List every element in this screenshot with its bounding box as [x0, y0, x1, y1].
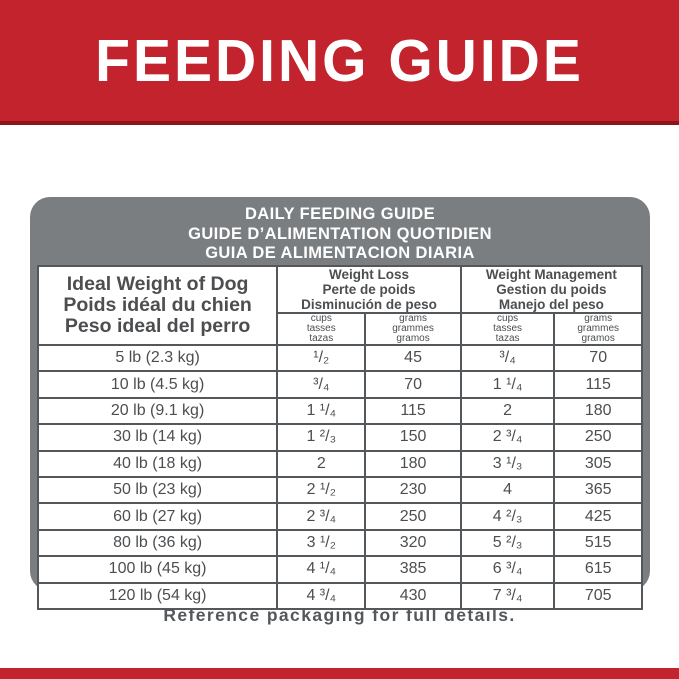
weight-loss-cups: 1 ¹/₄	[277, 398, 365, 424]
dog-weight: 100 lb (45 kg)	[38, 556, 277, 582]
weight-loss-grams: 385	[365, 556, 460, 582]
weight-management-header	[461, 266, 642, 313]
weight-management-grams: 615	[554, 556, 642, 582]
grams-label-fr: grammes	[392, 323, 434, 334]
grams-label-es: gramos	[396, 333, 430, 344]
weight-loss-grams: 45	[365, 345, 460, 371]
cups-label-fr: tasses	[306, 323, 336, 334]
weight-management-cups: 2	[461, 398, 555, 424]
weight-management-cups-header	[461, 313, 555, 345]
ideal-weight-header-fr: Poids idéal du chien	[63, 294, 252, 316]
weight-management-grams: 115	[554, 371, 642, 397]
weight-loss-cups: 2	[277, 451, 365, 477]
weight-loss-grams: 250	[365, 503, 460, 529]
table-row	[38, 398, 642, 424]
weight-management-grams: 180	[554, 398, 642, 424]
weight-loss-cups: 1 ²/₃	[277, 424, 365, 450]
grams-label-en: grams	[399, 313, 427, 324]
weight-loss-grams: 230	[365, 477, 460, 503]
weight-loss-header-es: Disminución de peso	[301, 297, 437, 312]
dog-weight: 10 lb (4.5 kg)	[38, 371, 277, 397]
grams-label-fr: grammes	[577, 323, 620, 334]
weight-management-cups: 7 ³/₄	[461, 583, 555, 609]
weight-management-grams: 250	[554, 424, 642, 450]
daily-feeding-panel	[30, 197, 650, 604]
weight-loss-grams: 320	[365, 530, 460, 556]
dog-weight: 120 lb (54 kg)	[38, 583, 277, 609]
weight-loss-cups: 4 ¹/₄	[277, 556, 365, 582]
table-row	[38, 371, 642, 397]
feeding-table	[37, 265, 643, 610]
weight-management-cups: 2 ³/₄	[461, 424, 555, 450]
weight-management-grams: 365	[554, 477, 642, 503]
table-row	[38, 424, 642, 450]
weight-management-grams: 305	[554, 451, 642, 477]
table-row	[38, 345, 642, 371]
weight-loss-grams: 115	[365, 398, 460, 424]
table-row	[38, 530, 642, 556]
dog-weight: 40 lb (18 kg)	[38, 451, 277, 477]
panel-title-es: GUIA DE ALIMENTACION DIARIA	[205, 244, 475, 262]
weight-management-cups: 4 ²/₃	[461, 503, 555, 529]
weight-management-cups: 4	[461, 477, 555, 503]
cups-label-es: tazas	[495, 333, 520, 344]
table-row	[38, 477, 642, 503]
table-row	[38, 503, 642, 529]
dog-weight: 30 lb (14 kg)	[38, 424, 277, 450]
weight-management-grams: 705	[554, 583, 642, 609]
feeding-guide-banner	[0, 0, 679, 125]
weight-management-cups: ³/₄	[461, 345, 555, 371]
dog-weight: 80 lb (36 kg)	[38, 530, 277, 556]
reference-note: Reference packaging for full details.	[163, 605, 516, 625]
table-row	[38, 556, 642, 582]
weight-loss-cups: 2 ¹/₂	[277, 477, 365, 503]
weight-loss-cups: ³/₄	[277, 371, 365, 397]
weight-management-cups: 3 ¹/₃	[461, 451, 555, 477]
panel-title-fr: GUIDE D’ALIMENTATION QUOTIDIEN	[188, 224, 492, 243]
weight-loss-grams: 180	[365, 451, 460, 477]
dog-weight: 50 lb (23 kg)	[38, 477, 277, 503]
weight-loss-cups: ¹/₂	[277, 345, 365, 371]
weight-management-cups: 6 ³/₄	[461, 556, 555, 582]
weight-loss-grams: 70	[365, 371, 460, 397]
weight-loss-cups: 2 ³/₄	[277, 503, 365, 529]
feeding-guide-title: FEEDING GUIDE	[95, 27, 584, 94]
weight-loss-header-en: Weight Loss	[328, 267, 409, 282]
weight-management-cups: 1 ¹/₄	[461, 371, 555, 397]
group-header-row	[38, 266, 642, 313]
weight-management-header-es: Manejo del peso	[498, 297, 604, 312]
dog-weight: 5 lb (2.3 kg)	[38, 345, 277, 371]
grams-label-es: gramos	[581, 333, 615, 344]
dog-weight: 60 lb (27 kg)	[38, 503, 277, 529]
weight-management-header-en: Weight Management	[485, 267, 617, 282]
weight-management-grams: 70	[554, 345, 642, 371]
weight-management-grams-header	[554, 313, 642, 345]
cups-label-en: cups	[310, 313, 332, 324]
panel-title	[30, 197, 650, 264]
weight-loss-grams: 150	[365, 424, 460, 450]
ideal-weight-header-es: Peso ideal del perro	[64, 315, 251, 337]
weight-loss-cups: 4 ³/₄	[277, 583, 365, 609]
panel-title-en: DAILY FEEDING GUIDE	[244, 205, 436, 223]
dog-weight: 20 lb (9.1 kg)	[38, 398, 277, 424]
weight-management-cups: 5 ²/₃	[461, 530, 555, 556]
weight-loss-cups: 3 ¹/₂	[277, 530, 365, 556]
weight-management-grams: 425	[554, 503, 642, 529]
cups-label-fr: tasses	[493, 323, 523, 334]
weight-management-header-fr: Gestion du poids	[496, 282, 607, 297]
table-row	[38, 451, 642, 477]
weight-loss-header	[277, 266, 461, 313]
weight-loss-header-fr: Perte de poids	[322, 282, 416, 297]
weight-loss-grams: 430	[365, 583, 460, 609]
grams-label-en: grams	[584, 313, 613, 324]
weight-loss-cups-header	[277, 313, 365, 345]
feeding-table-container	[37, 265, 643, 604]
weight-loss-grams-header	[365, 313, 460, 345]
bottom-red-bar	[0, 668, 679, 679]
ideal-weight-header	[38, 266, 277, 345]
weight-management-grams: 515	[554, 530, 642, 556]
cups-label-es: tazas	[309, 333, 334, 344]
ideal-weight-header-en: Ideal Weight of Dog	[66, 273, 249, 295]
cups-label-en: cups	[497, 313, 519, 324]
